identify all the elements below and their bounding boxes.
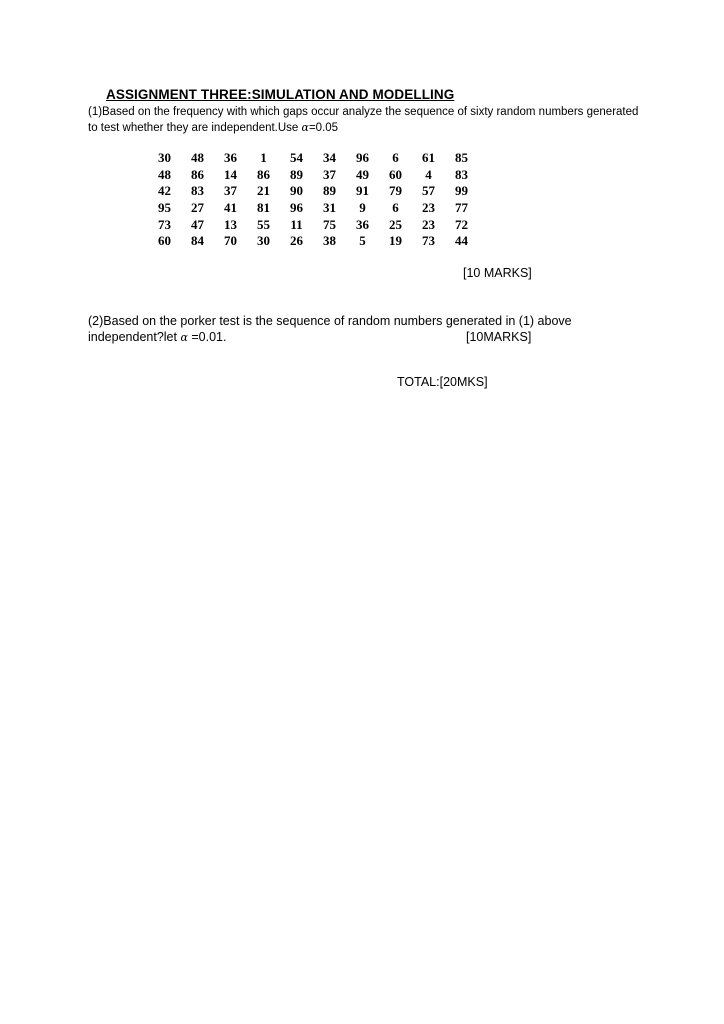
table-row [148,183,478,200]
number-cell: 36 [224,150,237,166]
number-cell: 86 [257,166,270,182]
number-cell: 5 [359,233,366,249]
number-cell: 19 [389,233,402,249]
number-cell: 41 [224,200,237,216]
number-cell: 25 [389,216,402,232]
number-cell: 90 [290,183,303,199]
number-cell: 73 [422,233,435,249]
number-cell: 23 [422,200,435,216]
table-row [148,167,478,184]
number-cell: 38 [323,233,336,249]
number-cell: 26 [290,233,303,249]
question-1-text [88,105,648,136]
number-cell: 75 [323,216,336,232]
alpha-symbol: α [180,331,188,344]
number-cell: 9 [359,200,366,216]
number-cell: 21 [257,183,270,199]
question-1-text-a: (1)Based on the frequency with which gaps occur analyze the sequence of sixty random numbers generated to test whether they are independent.Use [88,106,639,134]
assignment-title: ASSIGNMENT THREE:SIMULATION AND MODELLING [106,87,455,102]
number-cell: 42 [158,183,171,199]
number-cell: 36 [356,216,369,232]
number-cell: 86 [191,166,204,182]
number-cell: 55 [257,216,270,232]
number-cell: 89 [323,183,336,199]
number-cell: 54 [290,150,303,166]
question-2-marks: [10MARKS] [466,330,532,344]
number-cell: 81 [257,200,270,216]
number-cell: 83 [455,166,468,182]
total-marks: TOTAL:[20MKS] [397,375,488,389]
table-row [148,233,478,250]
number-cell: 83 [191,183,204,199]
number-cell: 95 [158,200,171,216]
number-cell: 4 [425,166,432,182]
number-cell: 11 [290,216,303,232]
question-2-line-2 [88,329,628,345]
number-cell: 96 [356,150,369,166]
number-cell: 27 [191,200,204,216]
table-row [148,216,478,233]
number-cell: 37 [224,183,237,199]
number-cell: 77 [455,200,468,216]
number-cell: 89 [290,166,303,182]
number-cell: 70 [224,233,237,249]
number-cell: 48 [158,166,171,182]
number-cell: 79 [389,183,402,199]
question-1-alpha-value: =0.05 [308,122,339,134]
number-cell: 6 [392,150,399,166]
number-cell: 13 [224,216,237,232]
number-cell: 48 [191,150,204,166]
question-2-line-1: (2)Based on the porker test is the sequence of random numbers generated in (1) above [88,314,572,328]
number-cell: 84 [191,233,204,249]
question-2-alpha-value: =0.01. [187,330,227,344]
number-cell: 34 [323,150,336,166]
number-cell: 96 [290,200,303,216]
number-cell: 1 [260,150,267,166]
number-cell: 49 [356,166,369,182]
number-cell: 47 [191,216,204,232]
number-cell: 6 [392,200,399,216]
number-cell: 60 [158,233,171,249]
number-cell: 99 [455,183,468,199]
number-cell: 85 [455,150,468,166]
number-cell: 14 [224,166,237,182]
number-cell: 60 [389,166,402,182]
number-cell: 37 [323,166,336,182]
number-cell: 44 [455,233,468,249]
number-cell: 91 [356,183,369,199]
alpha-symbol: α [301,121,309,134]
number-cell: 72 [455,216,468,232]
question-2-text-a: independent?let [88,330,181,344]
question-1-marks: [10 MARKS] [463,266,532,280]
number-cell: 31 [323,200,336,216]
number-cell: 73 [158,216,171,232]
number-cell: 30 [158,150,171,166]
random-numbers-table [148,150,478,250]
table-row [148,200,478,217]
question-2-text [88,313,628,345]
number-cell: 23 [422,216,435,232]
number-cell: 57 [422,183,435,199]
number-cell: 30 [257,233,270,249]
number-cell: 61 [422,150,435,166]
table-row [148,150,478,167]
